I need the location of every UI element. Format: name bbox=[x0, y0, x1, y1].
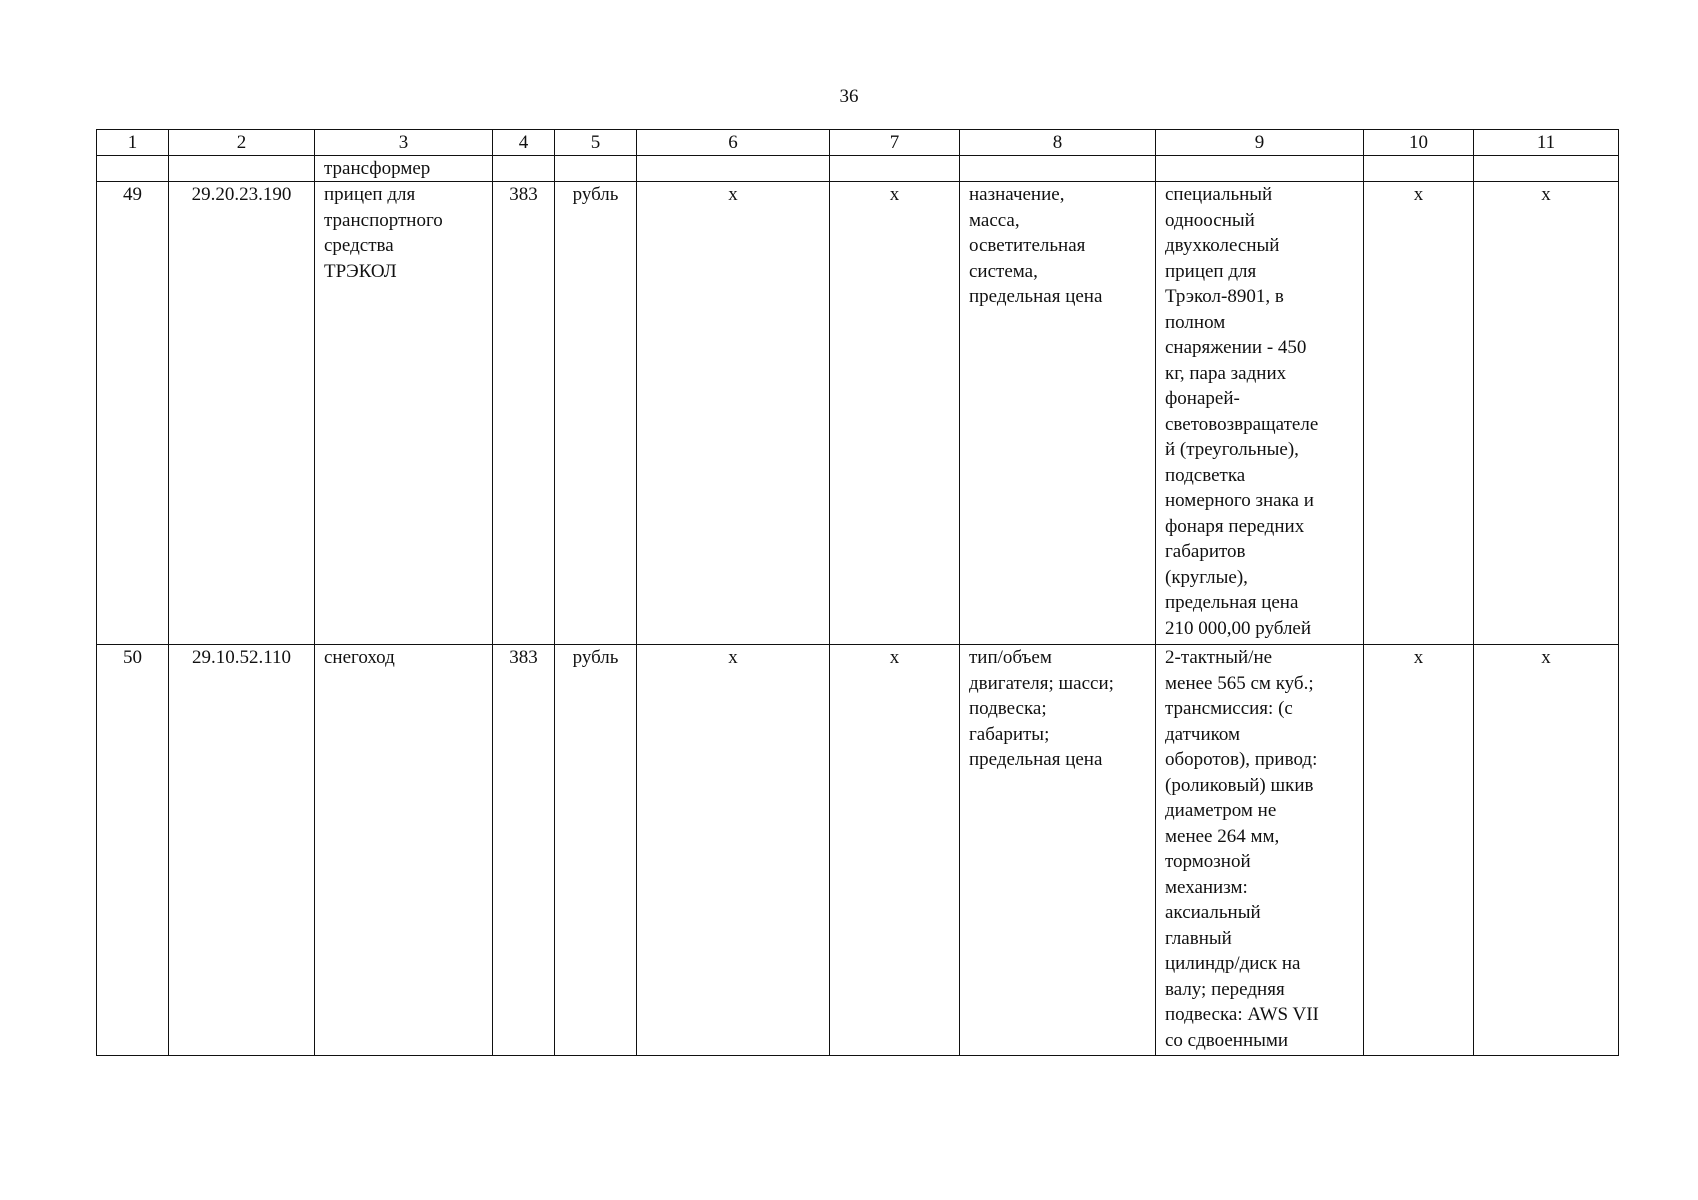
table-cell bbox=[1364, 156, 1474, 182]
table-cell bbox=[97, 156, 169, 182]
table-cell: х bbox=[1364, 182, 1474, 645]
values-cell bbox=[1156, 182, 1364, 645]
table-cell: х bbox=[637, 645, 830, 1056]
row-number-cell: 50 bbox=[97, 645, 169, 1056]
table-cell bbox=[1156, 156, 1364, 182]
unit-code-cell: 383 bbox=[493, 182, 555, 645]
column-header: 2 bbox=[169, 130, 315, 156]
column-header: 6 bbox=[637, 130, 830, 156]
table-cell bbox=[830, 156, 960, 182]
characteristics-cell bbox=[960, 645, 1156, 1056]
data-table bbox=[96, 129, 1619, 1056]
table-cell: х bbox=[637, 182, 830, 645]
values-text: специальный одноосный двухколесный прицеп для Трэкол-8901, в полном снаряжении - 450 кг, пара задних фонарей- световозвращателе й (треугольные), подсветка номерного знака и фонаря передних габаритов (круглые), предельная цена 210 000,00 рублей bbox=[1165, 184, 1319, 639]
page-number: 36 bbox=[839, 86, 859, 107]
table-cell bbox=[555, 156, 637, 182]
unit-name-cell: рубль bbox=[555, 645, 637, 1056]
table-cell: трансформер bbox=[315, 156, 493, 182]
table-row bbox=[97, 182, 1619, 645]
unit-name-cell: рубль bbox=[555, 182, 637, 645]
column-header: 7 bbox=[830, 130, 960, 156]
table-cell: х bbox=[1474, 645, 1619, 1056]
column-header: 8 bbox=[960, 130, 1156, 156]
column-header-row bbox=[97, 130, 1619, 156]
values-cell bbox=[1156, 645, 1364, 1056]
table-cell bbox=[1474, 156, 1619, 182]
column-header: 3 bbox=[315, 130, 493, 156]
column-header: 9 bbox=[1156, 130, 1364, 156]
okpd-code-cell: 29.20.23.190 bbox=[169, 182, 315, 645]
table-row bbox=[97, 645, 1619, 1056]
table-cell: х bbox=[830, 182, 960, 645]
values-text: 2-тактный/не менее 565 см куб.; трансмиссия: (с датчиком оборотов), привод: (роликовый) шкив диаметром не менее 264 мм, тормозной механизм: аксиальный главный цилиндр/диск на валу; передняя подвеска: AWS VII со сдвоенными bbox=[1165, 647, 1319, 1051]
item-name-text: прицеп для транспортного средства ТРЭКОЛ bbox=[324, 184, 443, 282]
column-header: 5 bbox=[555, 130, 637, 156]
column-header: 1 bbox=[97, 130, 169, 156]
column-header: 10 bbox=[1364, 130, 1474, 156]
item-name-cell bbox=[315, 182, 493, 645]
characteristics-text: назначение, масса, осветительная система, предельная цена bbox=[969, 184, 1103, 307]
item-name-cell bbox=[315, 645, 493, 1056]
column-header: 11 bbox=[1474, 130, 1619, 156]
item-name-text: снегоход bbox=[324, 647, 395, 668]
table-cell bbox=[637, 156, 830, 182]
characteristics-cell bbox=[960, 182, 1156, 645]
table-cell: х bbox=[1364, 645, 1474, 1056]
table-cell bbox=[960, 156, 1156, 182]
unit-code-cell: 383 bbox=[493, 645, 555, 1056]
table-cell: х bbox=[830, 645, 960, 1056]
characteristics-text: тип/объем двигателя; шасси; подвеска; габариты; предельная цена bbox=[969, 647, 1114, 770]
table-cell bbox=[493, 156, 555, 182]
table-cell bbox=[169, 156, 315, 182]
column-header: 4 bbox=[493, 130, 555, 156]
okpd-code-cell: 29.10.52.110 bbox=[169, 645, 315, 1056]
table-cell: х bbox=[1474, 182, 1619, 645]
row-number-cell: 49 bbox=[97, 182, 169, 645]
continuation-row bbox=[97, 156, 1619, 182]
